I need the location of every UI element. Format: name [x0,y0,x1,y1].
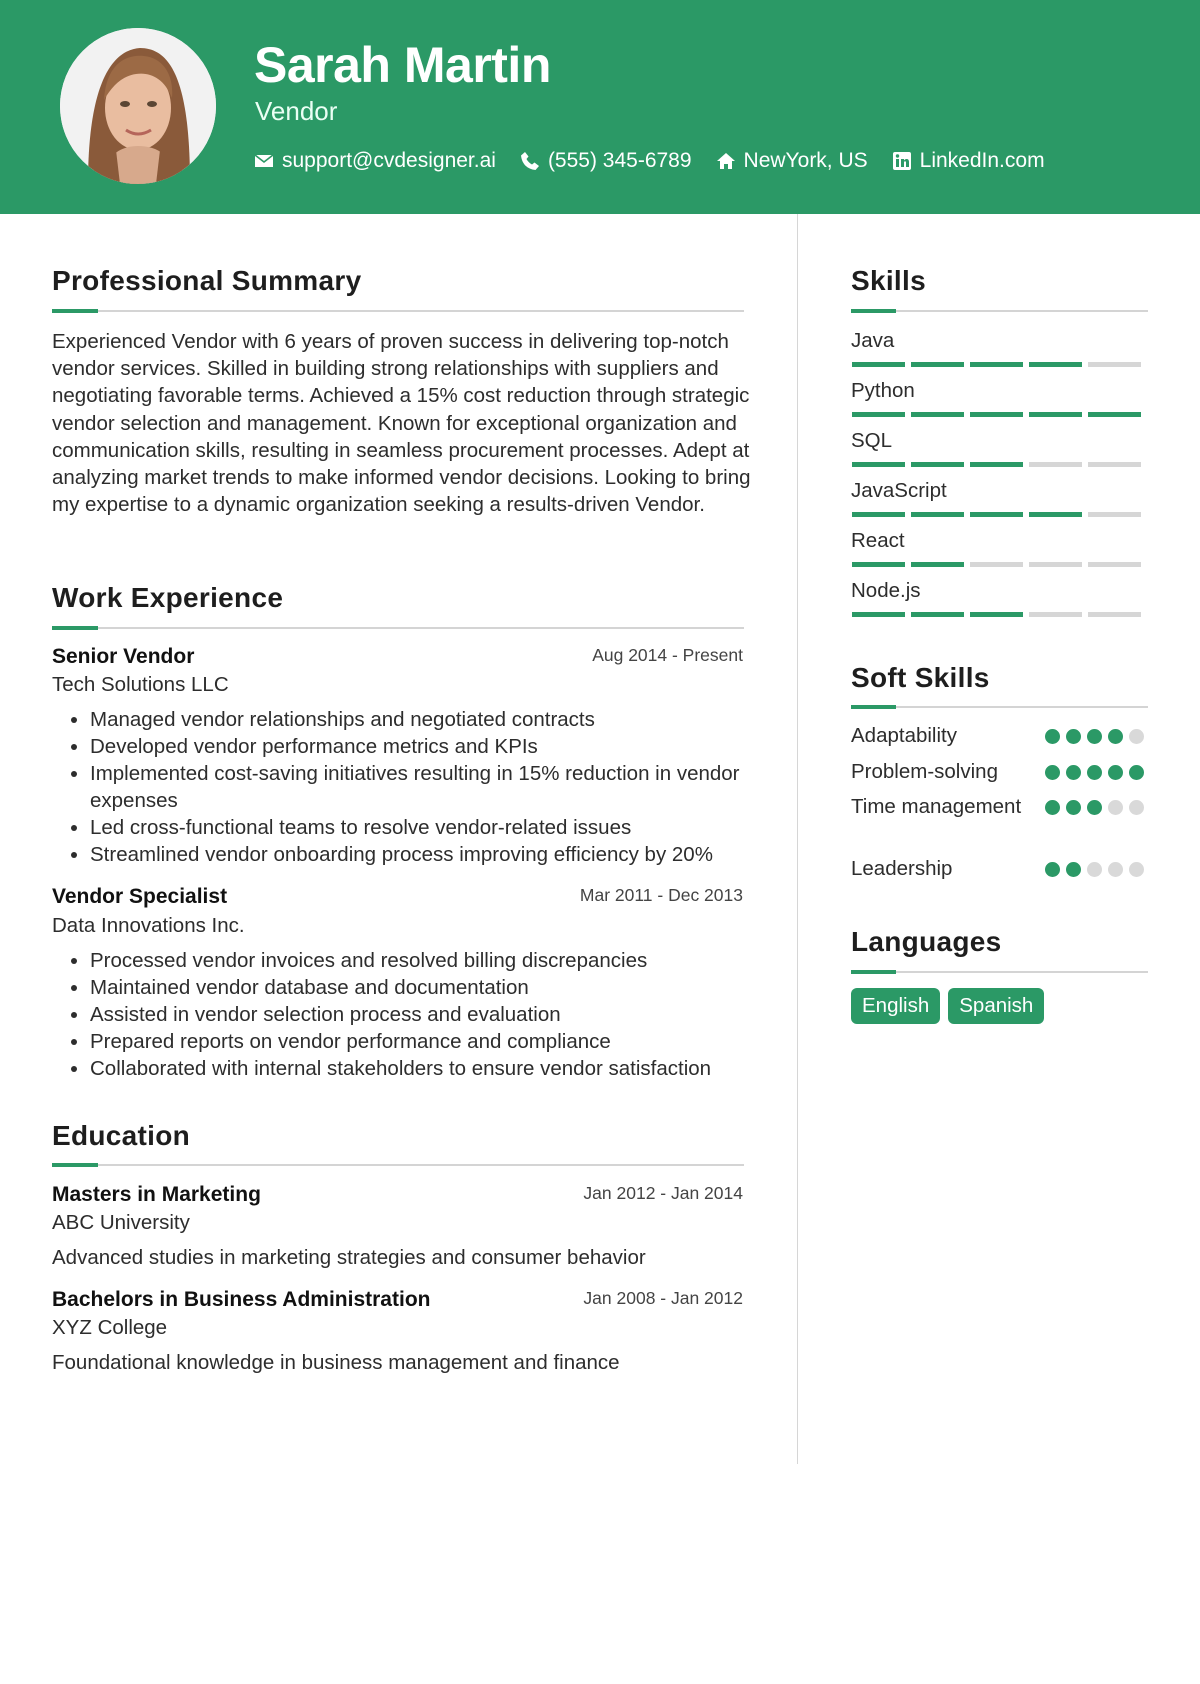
soft-skill-name: Adaptability [851,724,957,747]
soft-skill-rating [1045,765,1144,780]
language-chips [851,988,1044,1024]
skill-bar-segment [970,362,1023,367]
rating-dot [1108,800,1123,815]
soft-skill-rating [1045,800,1144,815]
job-dates: Aug 2014 - Present [592,645,743,665]
education-dates: Jan 2012 - Jan 2014 [583,1183,743,1203]
education-heading: Education [52,1120,191,1151]
rating-dot [1045,800,1060,815]
skill-bar-segment [970,562,1023,567]
skill-bar-segment [911,362,964,367]
skill-bar-segment [1029,412,1082,417]
skill-bar-segment [852,612,905,617]
linkedin-icon [892,151,912,171]
education-school: XYZ College [52,1316,168,1339]
soft-skill-name: Time management [851,795,1022,818]
skill-bar-segment [911,512,964,517]
contact-linkedin[interactable] [892,149,1045,173]
job-dates: Mar 2011 - Dec 2013 [579,885,743,905]
job-title: Vendor Specialist [52,885,228,908]
list-item: • Maintained vendor database and documentation [90,974,790,1001]
skill-bar-segment [911,562,964,567]
list-item: • Streamlined vendor onboarding process improving efficiency by 20% [90,841,790,868]
skill-name: Python [851,379,915,402]
job-bullets [52,947,790,1082]
skill-bar-segment [911,412,964,417]
list-item: • Collaborated with internal stakeholders to ensure vendor satisfaction [90,1055,790,1082]
skill-bar-segment [1029,362,1082,367]
skill-bar-segment [1088,362,1141,367]
summary-heading: Professional Summary [52,265,362,296]
job-bullets [52,706,790,868]
skill-name: Java [851,329,895,352]
education-description: Foundational knowledge in business management and finance [52,1351,620,1374]
skill-level-bar [852,562,1141,567]
skill-bar-segment [970,412,1023,417]
skill-bar-segment [911,612,964,617]
contact-email[interactable] [254,149,496,173]
job-company: Tech Solutions LLC [52,673,229,696]
rating-dot [1129,765,1144,780]
location-text: NewYork, US [743,149,868,172]
soft-skill-name: Leadership [851,857,953,880]
job-title: Senior Vendor [52,645,195,668]
skill-bar-segment [852,562,905,567]
candidate-role: Vendor [255,96,338,126]
skill-bar-segment [970,512,1023,517]
rating-dot [1108,765,1123,780]
skill-level-bar [852,512,1141,517]
list-item: • Processed vendor invoices and resolved billing discrepancies [90,947,790,974]
list-item: • Led cross-functional teams to resolve vendor-related issues [90,814,790,841]
job-company: Data Innovations Inc. [52,914,245,937]
rating-dot [1087,800,1102,815]
list-item: • Prepared reports on vendor performance and compliance [90,1028,790,1055]
skill-bar-segment [1088,412,1141,417]
skills-rule-accent [851,309,896,313]
summary-rule [52,310,744,312]
summary-rule-accent [52,309,98,313]
rating-dot [1129,729,1144,744]
skill-bar-segment [911,462,964,467]
rating-dot [1108,729,1123,744]
skill-bar-segment [1088,462,1141,467]
languages-rule-accent [851,970,896,974]
rating-dot [1087,729,1102,744]
skill-name: JavaScript [851,479,947,502]
list-item: • Assisted in vendor selection process and evaluation [90,1001,790,1028]
rating-dot [1045,862,1060,877]
skill-level-bar [852,462,1141,467]
rating-dot [1108,862,1123,877]
education-rule [52,1164,744,1166]
soft-skill-rating [1045,729,1144,744]
experience-heading: Work Experience [52,582,284,613]
email-text: support@cvdesigner.ai [282,149,496,172]
phone-icon [520,151,540,171]
education-rule-accent [52,1163,98,1167]
phone-text: (555) 345-6789 [547,149,692,172]
skill-bar-segment [1088,512,1141,517]
skill-bar-segment [852,412,905,417]
education-school: ABC University [52,1211,190,1234]
skill-bar-segment [1088,612,1141,617]
skill-bar-segment [1029,512,1082,517]
skill-level-bar [852,412,1141,417]
skill-name: SQL [851,429,893,452]
skill-bar-segment [852,512,905,517]
rating-dot [1087,862,1102,877]
language-chip: Spanish [948,988,1044,1024]
skill-bar-segment [1029,562,1082,567]
soft-skill-rating [1045,862,1144,877]
experience-rule [52,627,744,629]
skill-name: Node.js [851,579,921,602]
skill-bar-segment [970,612,1023,617]
language-chip: English [851,988,940,1024]
skill-bar-segment [1029,612,1082,617]
skill-bar-segment [852,462,905,467]
envelope-icon [254,151,274,171]
rating-dot [1066,862,1081,877]
header-banner [0,0,1200,214]
rating-dot [1129,800,1144,815]
skill-name: React [851,529,905,552]
rating-dot [1045,765,1060,780]
candidate-name: Sarah Martin [254,37,551,93]
skill-bar-segment [970,462,1023,467]
experience-rule-accent [52,626,98,630]
list-item: • Developed vendor performance metrics and KPIs [90,733,790,760]
rating-dot [1066,729,1081,744]
list-item: • Managed vendor relationships and negotiated contracts [90,706,790,733]
rating-dot [1045,729,1060,744]
education-dates: Jan 2008 - Jan 2012 [583,1288,743,1308]
soft-skills-rule-accent [851,705,896,709]
education-description: Advanced studies in marketing strategies and consumer behavior [52,1246,646,1269]
skill-level-bar [852,612,1141,617]
soft-skills-heading: Soft Skills [851,662,990,693]
list-item: • Implemented cost-saving initiatives resulting in 15% reduction in vendor expenses [90,760,790,814]
rating-dot [1066,765,1081,780]
rating-dot [1066,800,1081,815]
skill-bar-segment [852,362,905,367]
home-icon [716,151,736,171]
profile-photo [60,28,216,184]
skill-bar-segment [1088,562,1141,567]
education-degree: Bachelors in Business Administration [52,1288,431,1311]
contact-location [716,149,868,173]
skill-level-bar [852,362,1141,367]
linkedin-text: LinkedIn.com [919,149,1045,172]
contact-row [254,146,1045,176]
rating-dot [1087,765,1102,780]
soft-skill-name: Problem-solving [851,760,998,783]
languages-heading: Languages [851,926,1002,957]
contact-phone[interactable] [520,149,692,173]
summary-text: Experienced Vendor with 6 years of proven success in delivering top-notch vendor services. Skilled in building strong relationships with suppliers and negotiating favorable terms. Achieved a 15% cost reduction through strategic vendor selection and management. Known for exceptional organization and communication skills, resulting in seamless procurement processes. Adept at analyzing market trends to make informed vendor decisions. Looking to bring my expertise to a dynamic organization seeking a results-driven Vendor. [52,330,751,517]
skills-heading: Skills [851,265,926,296]
rating-dot [1129,862,1144,877]
column-divider [797,214,798,1464]
education-degree: Masters in Marketing [52,1183,261,1206]
skill-bar-segment [1029,462,1082,467]
